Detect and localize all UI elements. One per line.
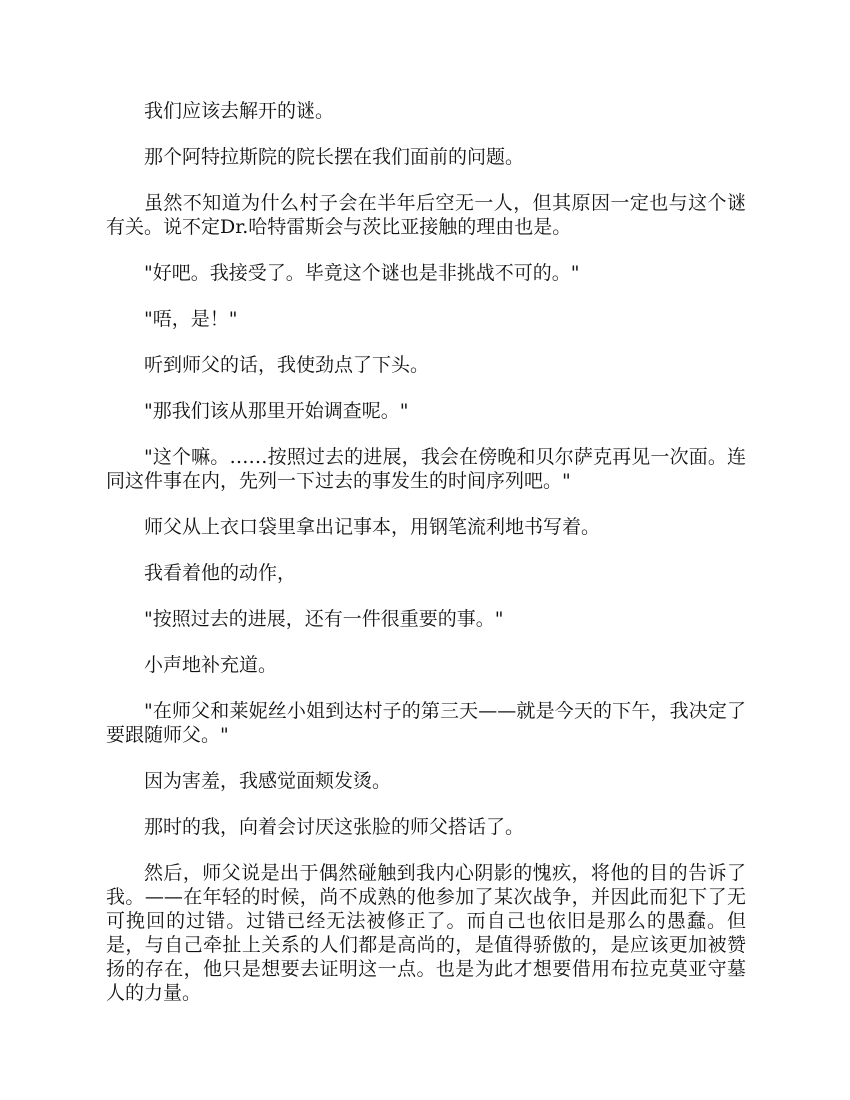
document-body — [106, 99, 746, 1027]
paragraph: 我看着他的动作， — [144, 562, 297, 584]
paragraph: "这个嘛。……按照过去的进展，我会在傍晚和贝尔萨克再见一次面。连同这件事在内，先列一下过去的事发生的时间序列吧。" — [106, 446, 746, 492]
paragraph: 听到师父的话，我使劲点了下头。 — [144, 354, 430, 376]
paragraph: 虽然不知道为什么村子会在半年后空无一人，但其原因一定也与这个谜有关。说不定Dr.哈特雷斯会与茨比亚接触的理由也是。 — [106, 192, 746, 238]
paragraph: 那个阿特拉斯院的院长摆在我们面前的问题。 — [144, 146, 525, 168]
paragraph: 因为害羞，我感觉面颊发烫。 — [144, 770, 392, 792]
paragraph: "在师父和莱妮丝小姐到达村子的第三天——就是今天的下午，我决定了要跟随师父。" — [106, 700, 746, 746]
paragraph: 我们应该去解开的谜。 — [144, 100, 335, 122]
paragraph: 然后，师父说是出于偶然碰触到我内心阴影的愧疚，将他的目的告诉了我。——在年轻的时候，尚不成熟的他参加了某次战争，并因此而犯下了无可挽回的过错。过错已经无法被修正了。而自己也依旧是那么的愚蠢。但是，与自己牵扯上关系的人们都是高尚的，是值得骄傲的，是应该更加被赞扬的存在，他只是想要去证明这一点。也是为此才想要借用布拉克莫亚守墓人的力量。 — [106, 862, 746, 1004]
paragraph: 小声地补充道。 — [144, 654, 278, 676]
paragraph: "唔，是！" — [144, 308, 238, 330]
paragraph: "好吧。我接受了。毕竟这个谜也是非挑战不可的。" — [144, 262, 580, 284]
paragraph: "按照过去的进展，还有一件很重要的事。" — [144, 608, 504, 630]
paragraph: 那时的我，向着会讨厌这张脸的师父搭话了。 — [144, 816, 525, 838]
paragraph: 师父从上衣口袋里拿出记事本，用钢笔流利地书写着。 — [144, 516, 601, 538]
paragraph: "那我们该从那里开始调查呢。" — [144, 400, 409, 422]
